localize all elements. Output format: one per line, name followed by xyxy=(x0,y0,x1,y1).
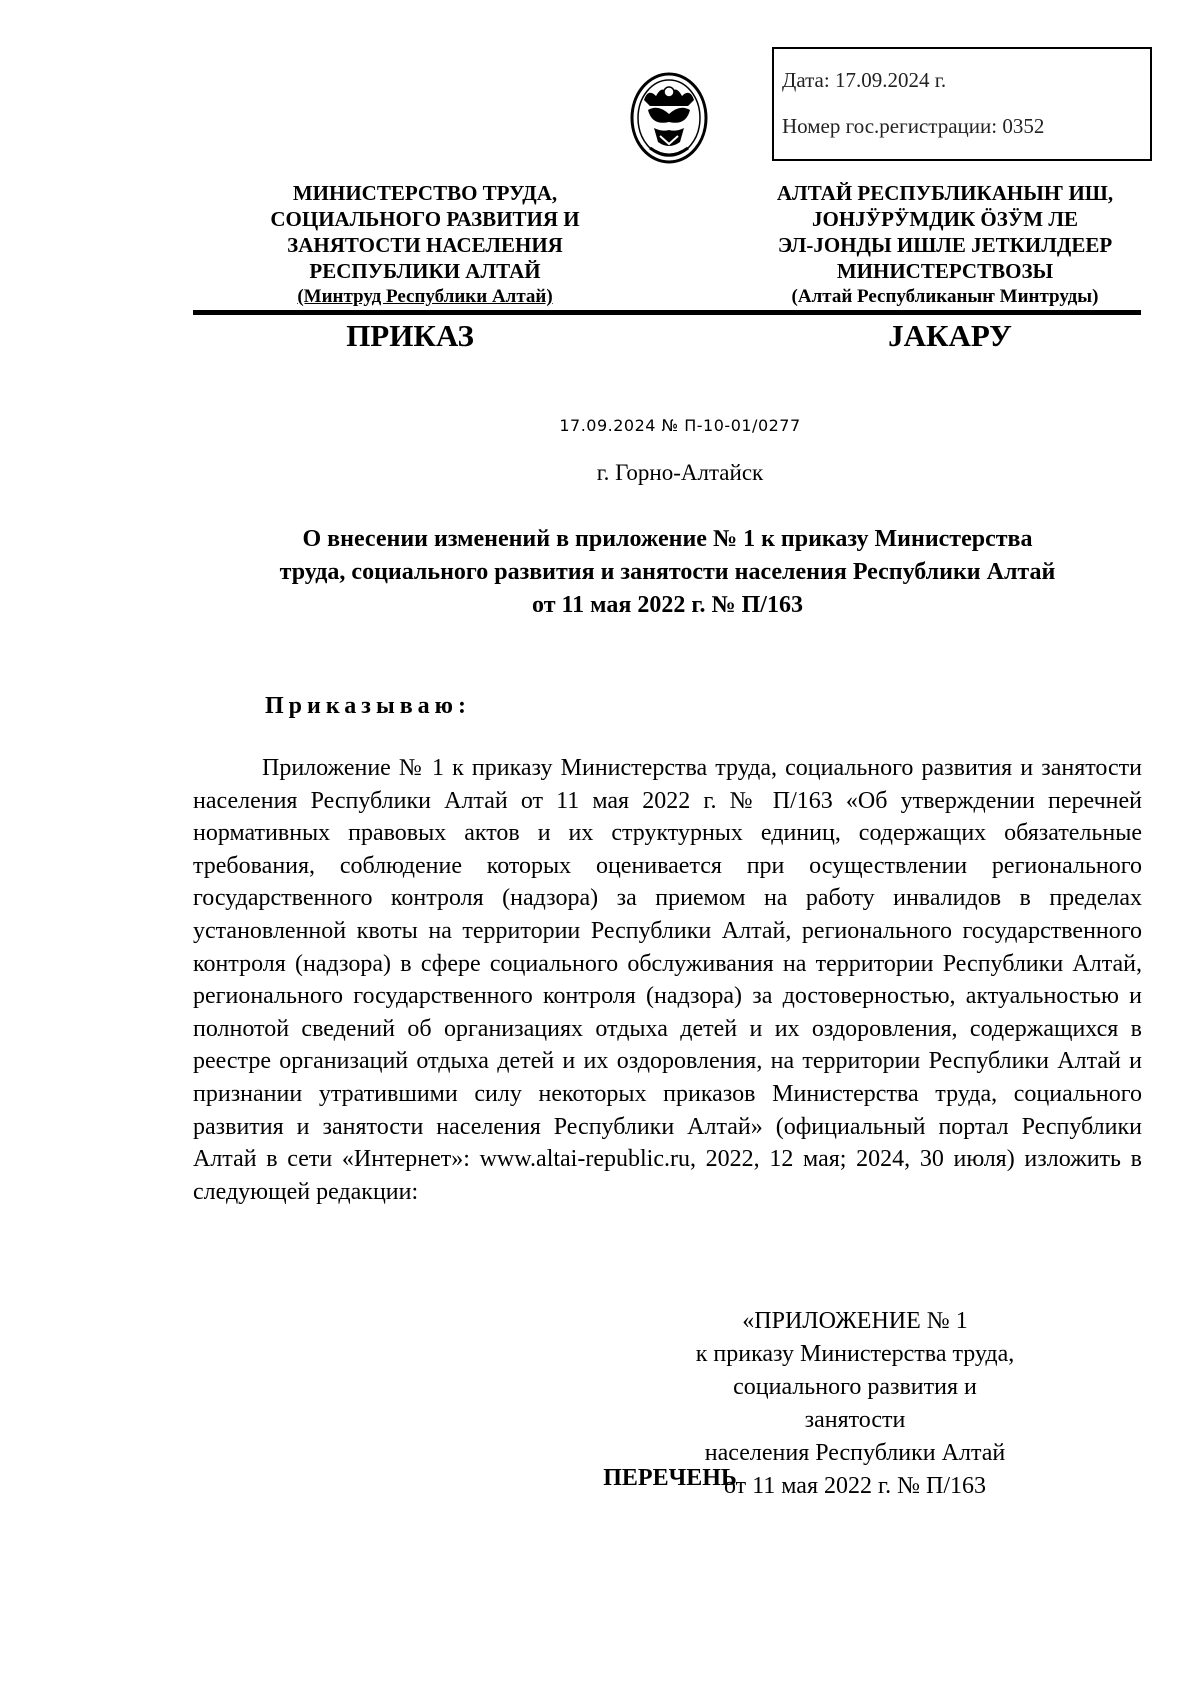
order-directive: Приказываю: xyxy=(265,693,471,719)
org-abbreviation: (Минтруд Республики Алтай) xyxy=(297,286,553,307)
registration-stamp xyxy=(772,47,1152,161)
org-line: ЗАНЯТОСТИ НАСЕЛЕНИЯ xyxy=(287,233,563,257)
ministry-name-russian xyxy=(200,180,650,310)
doc-type-altai: ЈАКАРУ xyxy=(888,318,1012,353)
title-line: О внесении изменений в приложение № 1 к приказу Министерства xyxy=(302,526,1033,552)
issue-city: г. Горно-Алтайск xyxy=(596,460,764,485)
appendix-line: социального развития и занятости xyxy=(733,1374,977,1433)
document-title xyxy=(195,523,1140,622)
org-abbreviation: (Алтай Республиканыҥ Минтруды) xyxy=(791,286,1099,307)
appendix-line: к приказу Министерства труда, xyxy=(695,1341,1015,1367)
body-paragraph: Приложение № 1 к приказу Министерства труда, социального развития и занятости населения Республики Алтай от 11 мая 2022 г. № П/163 «Об утверждении перечней нормативных правовых актов и их структурных единиц, содержащих обязательные требования, соблюдение которых оценивается при осуществлении регионального государственного контроля (надзора) за приемом на работу инвалидов в пределах установленной квоты на территории Республики Алтай, регионального государственного контроля (надзора) в сфере социального обслуживания на территории Республики Алтай, регионального государственного контроля (надзора) за достоверностью, актуальностью и полнотой сведений об организациях отдыха детей и их оздоровления, содержащихся в реестре организаций отдыха детей и их оздоровления, на территории Республики Алтай и признании утратившими силу некоторых приказов Министерства труда, социального развития и занятости населения Республики Алтай» (официальный портал Республики Алтай в сети «Интернет»: www.altai-republic.ru, 2022, 12 мая; 2024, 30 июля) изложить в следующей редакции: xyxy=(193,755,1142,1205)
registration-number: Номер гос.регистрации: 0352 xyxy=(782,114,1045,138)
header-divider xyxy=(193,310,1141,315)
org-line: СОЦИАЛЬНОГО РАЗВИТИЯ И xyxy=(270,207,580,231)
registration-date: Дата: 17.09.2024 г. xyxy=(782,68,947,92)
org-line: АЛТАЙ РЕСПУБЛИКАНЫҤ ИШ, xyxy=(776,181,1114,205)
appendix-line: населения Республики Алтай xyxy=(704,1440,1006,1466)
title-line: от 11 мая 2022 г. № П/163 xyxy=(532,592,803,618)
coat-of-arms-icon xyxy=(628,70,710,174)
appendix-line: «ПРИЛОЖЕНИЕ № 1 xyxy=(742,1308,968,1334)
org-line: МИНИСТЕРСТВО ТРУДА, xyxy=(292,181,558,205)
title-line: труда, социального развития и занятости населения Республики Алтай xyxy=(279,559,1056,585)
org-line: РЕСПУБЛИКИ АЛТАЙ xyxy=(309,259,541,283)
list-title: ПЕРЕЧЕНЬ xyxy=(603,1465,737,1491)
org-line: ЈОНЈӰРӰМДИК ӦЗӰМ ЛЕ xyxy=(812,207,1078,231)
org-line: МИНИСТЕРСТВОЗЫ xyxy=(836,259,1054,283)
appendix-line: от 11 мая 2022 г. № П/163 xyxy=(723,1473,987,1499)
ministry-name-altai xyxy=(720,180,1170,310)
org-line: ЭЛ-ЈОНДЫ ИШЛЕ ЈЕТКИЛДЕЕР xyxy=(777,233,1113,257)
doc-type-russian: ПРИКАЗ xyxy=(346,318,474,353)
document-number: 17.09.2024 № П-10-01/0277 xyxy=(559,416,801,435)
